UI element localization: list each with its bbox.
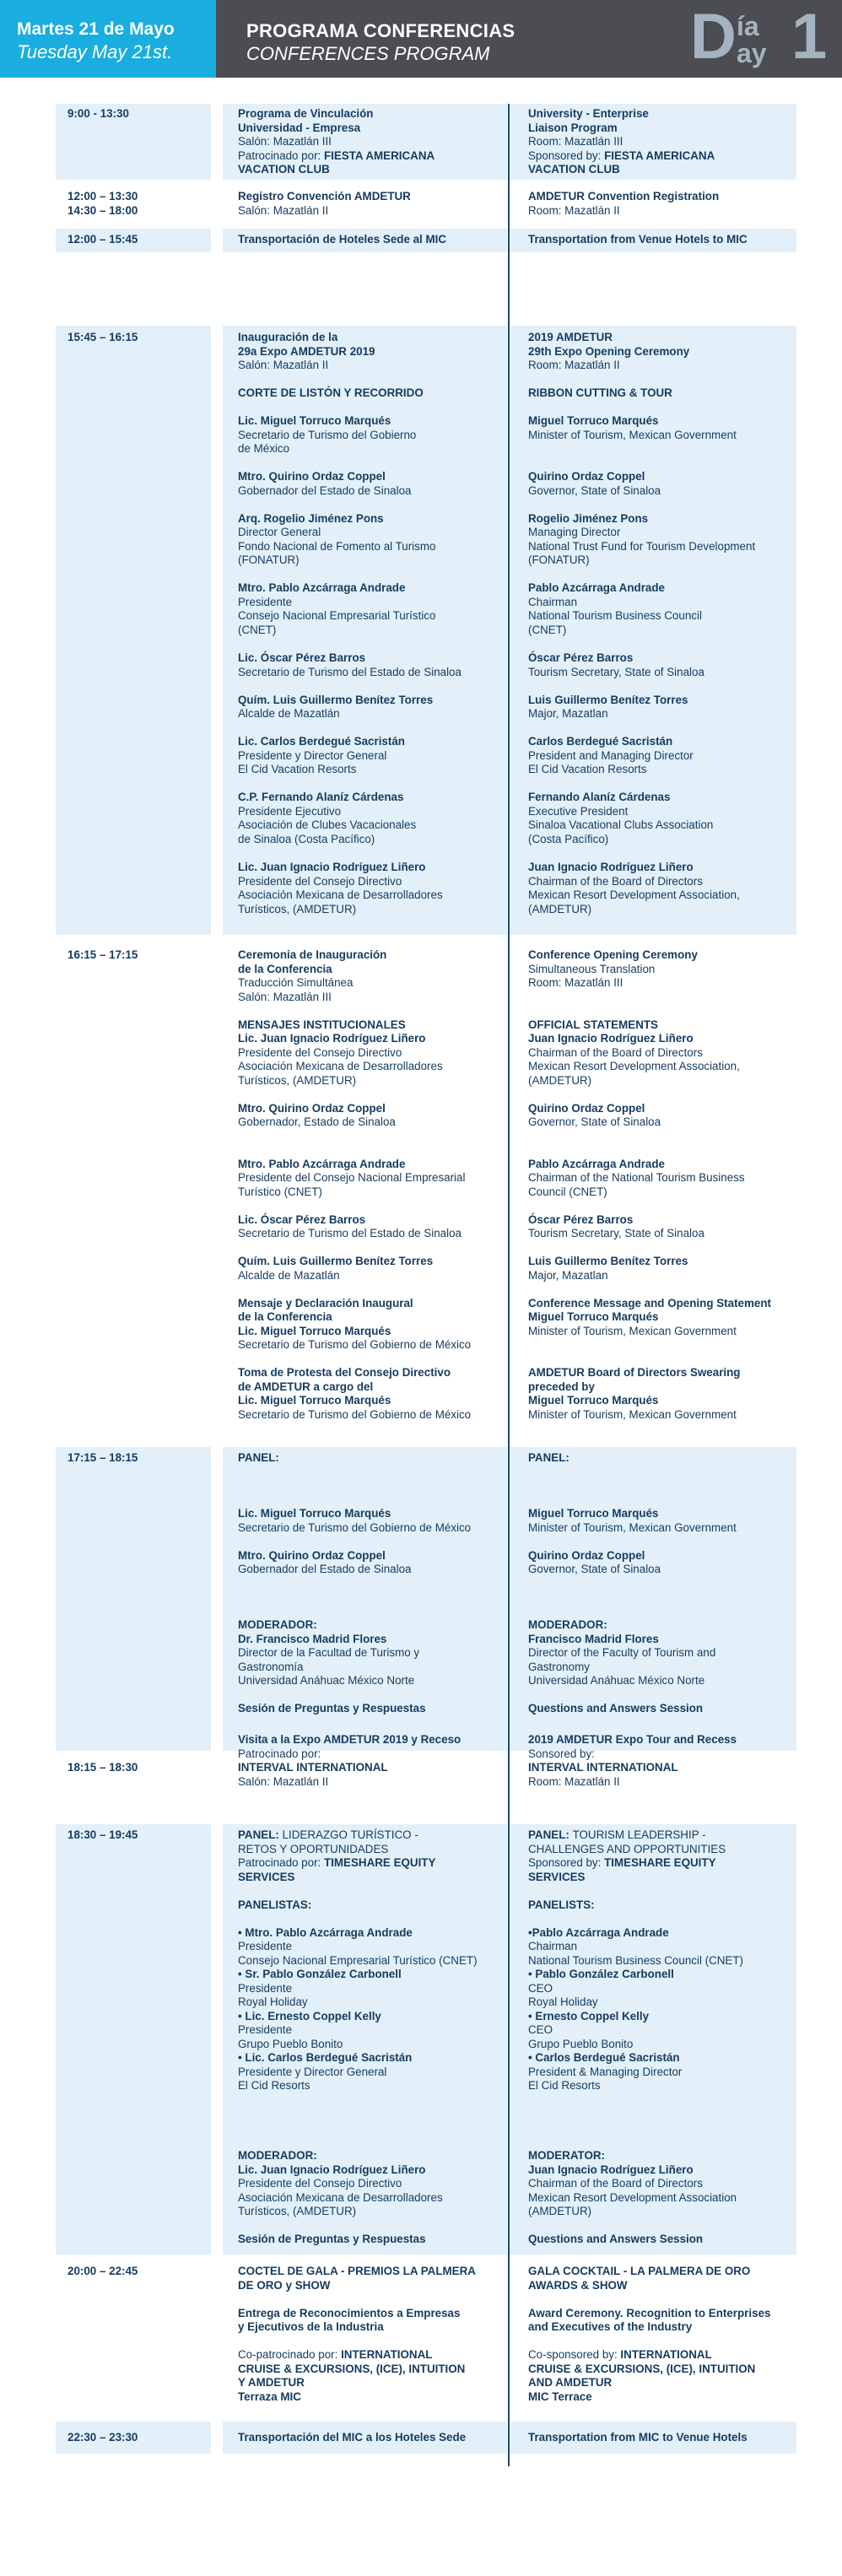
- speaker-name-en: Francisco Madrid Flores: [528, 1632, 659, 1645]
- speaker-name-en: Carlos Berdegué Sacristán: [528, 735, 673, 748]
- speaker-role-es: Turísticos, (AMDETUR): [238, 902, 357, 915]
- sponsor-label: Patrocinado por:: [238, 1856, 324, 1869]
- speaker-role-es: El Cid Resorts: [238, 2079, 310, 2092]
- section-heading-en: AMDETUR Board of Directors Swearing: [528, 1366, 741, 1379]
- sponsor-name-es: CRUISE & EXCURSIONS, (ICE), INTUITION: [238, 2362, 466, 2375]
- room-es: Salón: Mazatlán II: [238, 359, 329, 371]
- sponsor-name: INTERNATIONAL: [620, 2348, 712, 2361]
- session-title-es: Transportación de Hoteles Sede al MIC: [238, 233, 447, 246]
- session-title-en: Transportation from Venue Hotels to MIC: [528, 233, 748, 246]
- speaker-name-en: Fernando Alaníz Cárdenas: [528, 791, 671, 803]
- speaker-role-en: President and Managing Director: [528, 748, 694, 762]
- page-header: [0, 0, 842, 78]
- room-en: Room: Mazatlán II: [528, 359, 620, 371]
- speaker-role-en: Minister of Tourism, Mexican Government: [528, 1407, 737, 1421]
- speaker-name-en: • Pablo González Carbonell: [528, 1968, 674, 1980]
- speaker-role-es: Presidente: [238, 2023, 293, 2036]
- speaker-role-es: Secretario de Turismo del Gobierno de México: [238, 1407, 472, 1421]
- qa-session-en: Questions and Answers Session: [528, 2233, 704, 2245]
- day-day: ay: [737, 38, 767, 68]
- speaker-name-en: • Ernesto Coppel Kelly: [528, 2009, 650, 2022]
- speaker-name-en: Luis Guillermo Benítez Torres: [528, 1255, 688, 1267]
- moderator-heading-en: MODERADOR:: [528, 1618, 607, 1631]
- session-title-es: Ceremonia de Inauguración: [238, 948, 387, 961]
- row-bg: [56, 1447, 211, 1751]
- speaker-name-es: Lic. Juan Ignacio Rodríguez Liñero: [238, 861, 426, 873]
- sponsor-label: Patrocinado por:: [238, 149, 324, 162]
- speaker-role-en: Governor, State of Sinaloa: [528, 1115, 661, 1128]
- speaker-name-es: Mtro. Quirino Ordaz Coppel: [238, 1548, 386, 1562]
- speaker-role-es: Secretario de Turismo del Gobierno de México: [238, 1338, 472, 1351]
- speaker-role-en: National Tourism Business Council: [528, 609, 702, 622]
- speaker-role-es: Gobernador, Estado de Sinaloa: [238, 1115, 396, 1128]
- sponsor-label-es: Patrocinado por:: [238, 1747, 321, 1760]
- speaker-role-en: Grupo Pueblo Bonito: [528, 2037, 634, 2050]
- speaker-role-en: Minister of Tourism, Mexican Government: [528, 1324, 737, 1337]
- speaker-name-en: Juan Ignacio Rodríguez Liñero: [528, 1032, 694, 1045]
- time-slot: 22:30 – 23:30: [67, 2431, 138, 2444]
- panel-label: PANEL:: [528, 1828, 573, 1841]
- speaker-role-en: Tourism Secretary, State of Sinaloa: [528, 1227, 704, 1239]
- moderator-heading-en: MODERATOR:: [528, 2149, 606, 2162]
- speaker-role-es: Presidente y Director General: [238, 2065, 387, 2078]
- panelists-heading-es: PANELISTAS:: [238, 1898, 312, 1911]
- section-heading-es: Mensaje y Declaración Inaugural: [238, 1296, 413, 1310]
- day-dia: ía: [737, 11, 759, 41]
- sponsor-name: FIESTA AMERICANA: [323, 149, 435, 162]
- session-title-es: DE ORO y SHOW: [238, 2278, 331, 2292]
- speaker-name-en: • Carlos Berdegué Sacristán: [528, 2051, 680, 2064]
- sponsor-name-en: SERVICES: [528, 1870, 586, 1883]
- panelists-heading-en: PANELISTS:: [528, 1898, 595, 1911]
- sponsor-es: [238, 149, 434, 164]
- speaker-role-en: Chairman of the National Tourism Business: [528, 1171, 745, 1184]
- date-banner: [0, 0, 216, 78]
- speaker-role-es: Consejo Nacional Empresarial Turístico (CNET): [238, 1953, 478, 1967]
- room-en: Room: Mazatlán II: [528, 203, 620, 217]
- speaker-role-es: Grupo Pueblo Bonito: [238, 2037, 343, 2050]
- speaker-role-es: Presidente: [238, 1981, 293, 1995]
- speaker-name-es: Lic. Juan Ignacio Rodríguez Liñero: [238, 1032, 426, 1045]
- day-letter: D: [690, 1, 737, 73]
- speaker-role-en: Chairman of the Board of Directors: [528, 874, 703, 888]
- speaker-role-es: Gobernador del Estado de Sinaloa: [238, 483, 412, 497]
- speaker-role-en: CEO: [528, 2023, 553, 2036]
- room-en: Room: Mazatlán III: [528, 976, 623, 989]
- moderator-heading-es: MODERADOR:: [238, 2149, 317, 2162]
- session-subtitle-es: y Ejecutivos de la Industria: [238, 2320, 384, 2333]
- speaker-role-es: Presidente y Director General: [238, 748, 387, 762]
- sponsor-label: Co-patrocinado por:: [238, 2348, 342, 2361]
- speaker-role-es: Presidente del Consejo Directivo: [238, 1045, 402, 1059]
- speaker-role-en: El Cid Resorts: [528, 2079, 601, 2092]
- panel-topic: TOURISM LEADERSHIP -: [572, 1828, 706, 1841]
- speaker-role-en: (Costa Pacífico): [528, 832, 609, 845]
- session-title-en: Conference Opening Ceremony: [528, 948, 698, 961]
- sponsor-label: Sponsored by:: [528, 149, 605, 162]
- speaker-role-es: Director General: [238, 526, 321, 538]
- session-note-en: Simultaneous Translation: [528, 962, 656, 975]
- section-heading-es: de AMDETUR a cargo del: [238, 1380, 374, 1393]
- speaker-name-en: •Pablo Azcárraga Andrade: [528, 1925, 669, 1939]
- speaker-role-es: Universidad Anáhuac México Norte: [238, 1674, 415, 1687]
- day-badge: [690, 1, 835, 74]
- speaker-name-es: • Lic. Carlos Berdegué Sacristán: [238, 2051, 413, 2064]
- speaker-role-en: (AMDETUR): [528, 902, 592, 915]
- panel-topic-en: CHALLENGES AND OPPORTUNITIES: [528, 1842, 726, 1855]
- speaker-role-es: Asociación Mexicana de Desarrolladores: [238, 888, 443, 901]
- speaker-name-en: Pablo Azcárraga Andrade: [528, 581, 665, 594]
- room-es: Salón: Mazatlán II: [238, 1774, 329, 1788]
- speaker-name-es: Mtro. Pablo Azcárraga Andrade: [238, 1157, 406, 1170]
- day-number: 1: [791, 1, 828, 73]
- speaker-role-es: Gastronomía: [238, 1660, 304, 1673]
- speaker-name-es: Lic. Miguel Torruco Marqués: [238, 1394, 391, 1407]
- speaker-name-es: Mtro. Quirino Ordaz Coppel: [238, 1101, 386, 1115]
- speaker-role-en: (FONATUR): [528, 554, 590, 566]
- section-heading-es: de la Conferencia: [238, 1310, 332, 1323]
- panel-heading-en: PANEL:: [528, 1451, 569, 1464]
- session-title-es: COCTEL DE GALA - PREMIOS LA PALMERA: [238, 2265, 476, 2277]
- speaker-role-en: Minister of Tourism, Mexican Government: [528, 1520, 737, 1534]
- session-title-en: Liaison Program: [528, 121, 618, 134]
- speaker-role-es: Presidente Ejecutivo: [238, 804, 342, 818]
- session-title-en: GALA COCKTAIL - LA PALMERA DE ORO: [528, 2265, 751, 2277]
- column-divider: [508, 104, 510, 2466]
- speaker-name-en: Quirino Ordaz Coppel: [528, 470, 645, 483]
- speaker-name-es: Lic. Óscar Pérez Barros: [238, 651, 366, 664]
- section-heading-es: Toma de Protesta del Consejo Directivo: [238, 1366, 451, 1379]
- speaker-role-en: Council (CNET): [528, 1185, 607, 1198]
- speaker-role-en: Universidad Anáhuac México Norte: [528, 1674, 705, 1687]
- row-bg: [56, 1824, 211, 2255]
- session-title-es: Programa de Vinculación: [238, 107, 374, 120]
- sponsor-name-es: VACATION CLUB: [238, 163, 330, 176]
- date-en: Tuesday May 21st.: [17, 41, 173, 62]
- sponsor-name-es: INTERVAL INTERNATIONAL: [238, 1761, 388, 1774]
- speaker-name-es: Mtro. Pablo Azcárraga Andrade: [238, 581, 406, 594]
- speaker-name-en: Rogelio Jiménez Pons: [528, 511, 649, 525]
- session-note-es: Traducción Simultánea: [238, 976, 354, 989]
- speaker-role-es: de México: [238, 442, 290, 455]
- speaker-role-es: de Sinaloa (Costa Pacífico): [238, 832, 375, 845]
- qa-session-es: Sesión de Preguntas y Respuestas: [238, 1702, 426, 1715]
- sponsor-name: TIMESHARE EQUITY: [604, 1856, 716, 1869]
- speaker-role-en: Managing Director: [528, 526, 621, 538]
- time-slot: 12:00 – 15:45: [67, 233, 138, 246]
- section-heading-en: preceded by: [528, 1380, 595, 1393]
- speaker-name-en: Luis Guillermo Benítez Torres: [528, 693, 688, 706]
- session-subtitle-en: Award Ceremony. Recognition to Enterprises: [528, 2306, 771, 2319]
- speaker-role-es: Turísticos, (AMDETUR): [238, 2205, 357, 2217]
- sponsor-es: [238, 2348, 432, 2363]
- speaker-role-es: Presidente: [238, 595, 293, 608]
- speaker-name-en: Óscar Pérez Barros: [528, 1212, 634, 1226]
- activity-es: CORTE DE LISTÓN Y RECORRIDO: [238, 386, 424, 399]
- speaker-role-en: (CNET): [528, 623, 567, 636]
- qa-session-es: Sesión de Preguntas y Respuestas: [238, 2233, 426, 2245]
- speaker-role-es: Secretario de Turismo del Gobierno: [238, 428, 417, 441]
- session-title-en: AMDETUR Convention Registration: [528, 190, 720, 203]
- room-es: Salón: Mazatlán III: [238, 990, 332, 1003]
- room-es: Salón: Mazatlán III: [238, 135, 332, 148]
- session-title-es: Universidad - Empresa: [238, 121, 361, 134]
- speaker-role-es: Asociación Mexicana de Desarrolladores: [238, 1060, 443, 1072]
- speaker-role-es: Fondo Nacional de Fomento al Turismo: [238, 539, 436, 553]
- speaker-role-en: Chairman: [528, 1940, 578, 1952]
- sponsor-name: TIMESHARE EQUITY: [323, 1856, 436, 1869]
- speaker-role-es: Turísticos, (AMDETUR): [238, 1073, 357, 1087]
- speaker-role-en: Minister of Tourism, Mexican Government: [528, 428, 737, 441]
- speaker-name-en: Quirino Ordaz Coppel: [528, 1101, 645, 1115]
- speaker-role-en: Royal Holiday: [528, 1995, 598, 2008]
- sponsor-name-en: VACATION CLUB: [528, 163, 620, 176]
- time-slot: 9:00 - 13:30: [67, 107, 129, 120]
- venue-en: MIC Terrace: [528, 2390, 592, 2403]
- panel-title-en: [528, 1828, 706, 1843]
- room-en: Room: Mazatlán III: [528, 135, 623, 148]
- speaker-role-en: Chairman of the Board of Directors: [528, 1045, 703, 1059]
- speaker-role-en: Tourism Secretary, State of Sinaloa: [528, 665, 704, 678]
- qa-session-en: Questions and Answers Session: [528, 1702, 704, 1715]
- time-slot: 18:15 – 18:30: [67, 1761, 138, 1774]
- speaker-role-en: (AMDETUR): [528, 2205, 592, 2217]
- moderator-heading-es: MODERADOR:: [238, 1618, 317, 1631]
- speaker-role-es: (FONATUR): [238, 554, 300, 566]
- session-title-es: Transportación del MIC a los Hoteles Sede: [238, 2431, 467, 2444]
- speaker-name-en: Miguel Torruco Marqués: [528, 1394, 659, 1407]
- speaker-name-en: Quirino Ordaz Coppel: [528, 1548, 645, 1562]
- speaker-role-en: Mexican Resort Development Association,: [528, 1060, 740, 1072]
- session-subtitle-es: Entrega de Reconocimientos a Empresas: [238, 2306, 461, 2319]
- speaker-name-es: • Sr. Pablo González Carbonell: [238, 1968, 402, 1980]
- speaker-name-es: Lic. Miguel Torruco Marqués: [238, 1324, 391, 1337]
- speaker-name-es: C.P. Fernando Alaníz Cárdenas: [238, 791, 404, 803]
- speaker-role-en: Gastronomy: [528, 1660, 590, 1673]
- speaker-role-en: Major, Mazatlan: [528, 1268, 608, 1282]
- speaker-name-es: Lic. Juan Ignacio Rodríguez Liñero: [238, 2163, 426, 2176]
- speaker-name-es: • Lic. Ernesto Coppel Kelly: [238, 2009, 381, 2022]
- time-slot: 20:00 – 22:45: [67, 2265, 138, 2277]
- section-heading-en: OFFICIAL STATEMENTS: [528, 1018, 658, 1031]
- speaker-role-es: Consejo Nacional Empresarial Turístico: [238, 609, 436, 622]
- session-title-es: de la Conferencia: [238, 962, 332, 975]
- room-en: Room: Mazatlán II: [528, 1774, 620, 1788]
- speaker-role-en: El Cid Vacation Resorts: [528, 763, 647, 775]
- speaker-role-en: Major, Mazatlan: [528, 707, 608, 720]
- speaker-name-en: Miguel Torruco Marqués: [528, 1310, 659, 1323]
- speaker-name-es: Lic. Carlos Berdegué Sacristán: [238, 735, 405, 748]
- speaker-role-es: (CNET): [238, 623, 277, 636]
- venue-es: Terraza MIC: [238, 2390, 301, 2403]
- speaker-role-en: Sinaloa Vacational Clubs Association: [528, 818, 714, 831]
- sponsor-name-es: SERVICES: [238, 1870, 295, 1883]
- speaker-role-en: National Trust Fund for Tourism Development: [528, 539, 756, 553]
- title-en: CONFERENCES PROGRAM: [246, 43, 490, 64]
- sponsor-label-en: Sonsored by:: [528, 1747, 595, 1760]
- sponsor-name-en: INTERVAL INTERNATIONAL: [528, 1761, 678, 1774]
- speaker-role-en: Director of the Faculty of Tourism and: [528, 1646, 716, 1659]
- expo-visit-es: Visita a la Expo AMDETUR 2019 y Receso: [238, 1733, 461, 1746]
- session-title-es: 29a Expo AMDETUR 2019: [238, 344, 375, 358]
- speaker-role-es: Royal Holiday: [238, 1995, 308, 2008]
- session-title-en: University - Enterprise: [528, 107, 649, 120]
- speaker-name-es: Lic. Miguel Torruco Marqués: [238, 1507, 391, 1520]
- expo-visit-en: 2019 AMDETUR Expo Tour and Recess: [528, 1733, 737, 1746]
- title-es: PROGRAMA CONFERENCIAS: [246, 20, 515, 41]
- speaker-role-es: Presidente del Consejo Nacional Empresarial: [238, 1171, 466, 1184]
- speaker-name-en: Juan Ignacio Rodríguez Liñero: [528, 2163, 694, 2176]
- speaker-role-es: Asociación de Clubes Vacacionales: [238, 818, 417, 831]
- speaker-name-es: • Mtro. Pablo Azcárraga Andrade: [238, 1925, 413, 1939]
- sponsor-en: [528, 1856, 716, 1871]
- panel-topic-es: RETOS Y OPORTUNIDADES: [238, 1842, 389, 1855]
- speaker-role-es: Presidente del Consejo Directivo: [238, 874, 402, 888]
- speaker-name-es: Dr. Francisco Madrid Flores: [238, 1632, 387, 1645]
- speaker-role-es: Turístico (CNET): [238, 1185, 322, 1198]
- speaker-name-es: Lic. Óscar Pérez Barros: [238, 1212, 366, 1226]
- speaker-role-en: National Tourism Business Council (CNET): [528, 1953, 744, 1967]
- session-title-en: 29th Expo Opening Ceremony: [528, 344, 690, 358]
- speaker-role-en: Executive President: [528, 804, 629, 818]
- panel-topic: LIDERAZGO TURÍSTICO -: [282, 1828, 418, 1841]
- speaker-name-en: Pablo Azcárraga Andrade: [528, 1157, 665, 1170]
- speaker-name-es: Arq. Rogelio Jiménez Pons: [238, 511, 384, 525]
- section-heading-es: MENSAJES INSTITUCIONALES: [238, 1018, 406, 1031]
- row-bg: [56, 326, 211, 935]
- speaker-role-es: Secretario de Turismo del Gobierno de México: [238, 1520, 472, 1534]
- session-title-en: AWARDS & SHOW: [528, 2278, 628, 2292]
- session-title-es: Inauguración de la: [238, 331, 338, 343]
- speaker-name-en: Miguel Torruco Marqués: [528, 414, 659, 427]
- time-slot: 18:30 – 19:45: [67, 1828, 138, 1841]
- sponsor-name: INTERNATIONAL: [341, 2348, 433, 2361]
- speaker-name-es: Mtro. Quirino Ordaz Coppel: [238, 470, 386, 483]
- speaker-role-en: Mexican Resort Development Association: [528, 2190, 737, 2204]
- speaker-role-es: Alcalde de Mazatlán: [238, 707, 340, 720]
- sponsor-name: FIESTA AMERICANA: [604, 149, 715, 162]
- speaker-name-es: Quím. Luis Guillermo Benítez Torres: [238, 693, 434, 706]
- sponsor-es: [238, 1856, 435, 1871]
- speaker-role-en: President & Managing Director: [528, 2065, 683, 2078]
- speaker-role-es: Presidente: [238, 1940, 293, 1952]
- speaker-role-en: Chairman: [528, 595, 578, 608]
- speaker-name-en: Juan Ignacio Rodríguez Liñero: [528, 861, 694, 873]
- activity-en: RIBBON CUTTING & TOUR: [528, 386, 672, 399]
- time-slot: 16:15 – 17:15: [67, 948, 138, 961]
- time-slot: 12:00 – 13:30: [67, 190, 138, 203]
- session-title-es: Registro Convención AMDETUR: [238, 190, 411, 203]
- room-es: Salón: Mazatlán II: [238, 203, 329, 217]
- sponsor-label: Sponsored by:: [528, 1856, 605, 1869]
- time-slot: 14:30 – 18:00: [67, 203, 138, 217]
- speaker-role-en: Chairman of the Board of Directors: [528, 2177, 703, 2190]
- sponsor-en: [528, 2348, 712, 2363]
- time-slot: 17:15 – 18:15: [67, 1451, 138, 1464]
- speaker-name-en: Miguel Torruco Marqués: [528, 1507, 659, 1520]
- speaker-role-en: CEO: [528, 1981, 553, 1995]
- speaker-name-es: Quím. Luis Guillermo Benítez Torres: [238, 1255, 434, 1267]
- speaker-role-en: Governor, State of Sinaloa: [528, 1563, 661, 1575]
- sponsor-name-en: AND AMDETUR: [528, 2376, 613, 2389]
- session-subtitle-en: and Executives of the Industry: [528, 2320, 693, 2333]
- speaker-role-en: Governor, State of Sinaloa: [528, 483, 661, 497]
- panel-heading-es: PANEL:: [238, 1451, 279, 1464]
- date-es: Martes 21 de Mayo: [17, 19, 175, 39]
- speaker-role-es: Presidente del Consejo Directivo: [238, 2177, 402, 2190]
- speaker-role-es: Asociación Mexicana de Desarrolladores: [238, 2190, 443, 2204]
- program-title: [246, 20, 515, 66]
- time-slot: 15:45 – 16:15: [67, 331, 138, 343]
- sponsor-name-es: Y AMDETUR: [238, 2376, 305, 2389]
- panel-title-es: [238, 1828, 418, 1843]
- panel-label: PANEL:: [238, 1828, 283, 1841]
- session-title-en: 2019 AMDETUR: [528, 331, 613, 343]
- speaker-role-es: Director de la Facultad de Turismo y: [238, 1646, 420, 1659]
- speaker-role-es: El Cid Vacation Resorts: [238, 763, 357, 775]
- speaker-role-es: Secretario de Turismo del Estado de Sinaloa: [238, 1227, 461, 1239]
- speaker-name-es: Lic. Miguel Torruco Marqués: [238, 414, 391, 427]
- session-title-en: Transportation from MIC to Venue Hotels: [528, 2431, 748, 2444]
- sponsor-label: Co-sponsored by:: [528, 2348, 621, 2361]
- speaker-role-es: Gobernador del Estado de Sinaloa: [238, 1563, 412, 1575]
- speaker-role-en: (AMDETUR): [528, 1073, 592, 1087]
- speaker-role-es: Secretario de Turismo del Estado de Sinaloa: [238, 665, 461, 678]
- sponsor-en: [528, 149, 715, 164]
- speaker-role-es: Alcalde de Mazatlán: [238, 1268, 340, 1282]
- speaker-name-en: Óscar Pérez Barros: [528, 651, 634, 664]
- sponsor-name-en: CRUISE & EXCURSIONS, (ICE), INTUITION: [528, 2362, 756, 2375]
- speaker-role-en: Mexican Resort Development Association,: [528, 888, 740, 901]
- section-heading-en: Conference Message and Opening Statement: [528, 1296, 771, 1310]
